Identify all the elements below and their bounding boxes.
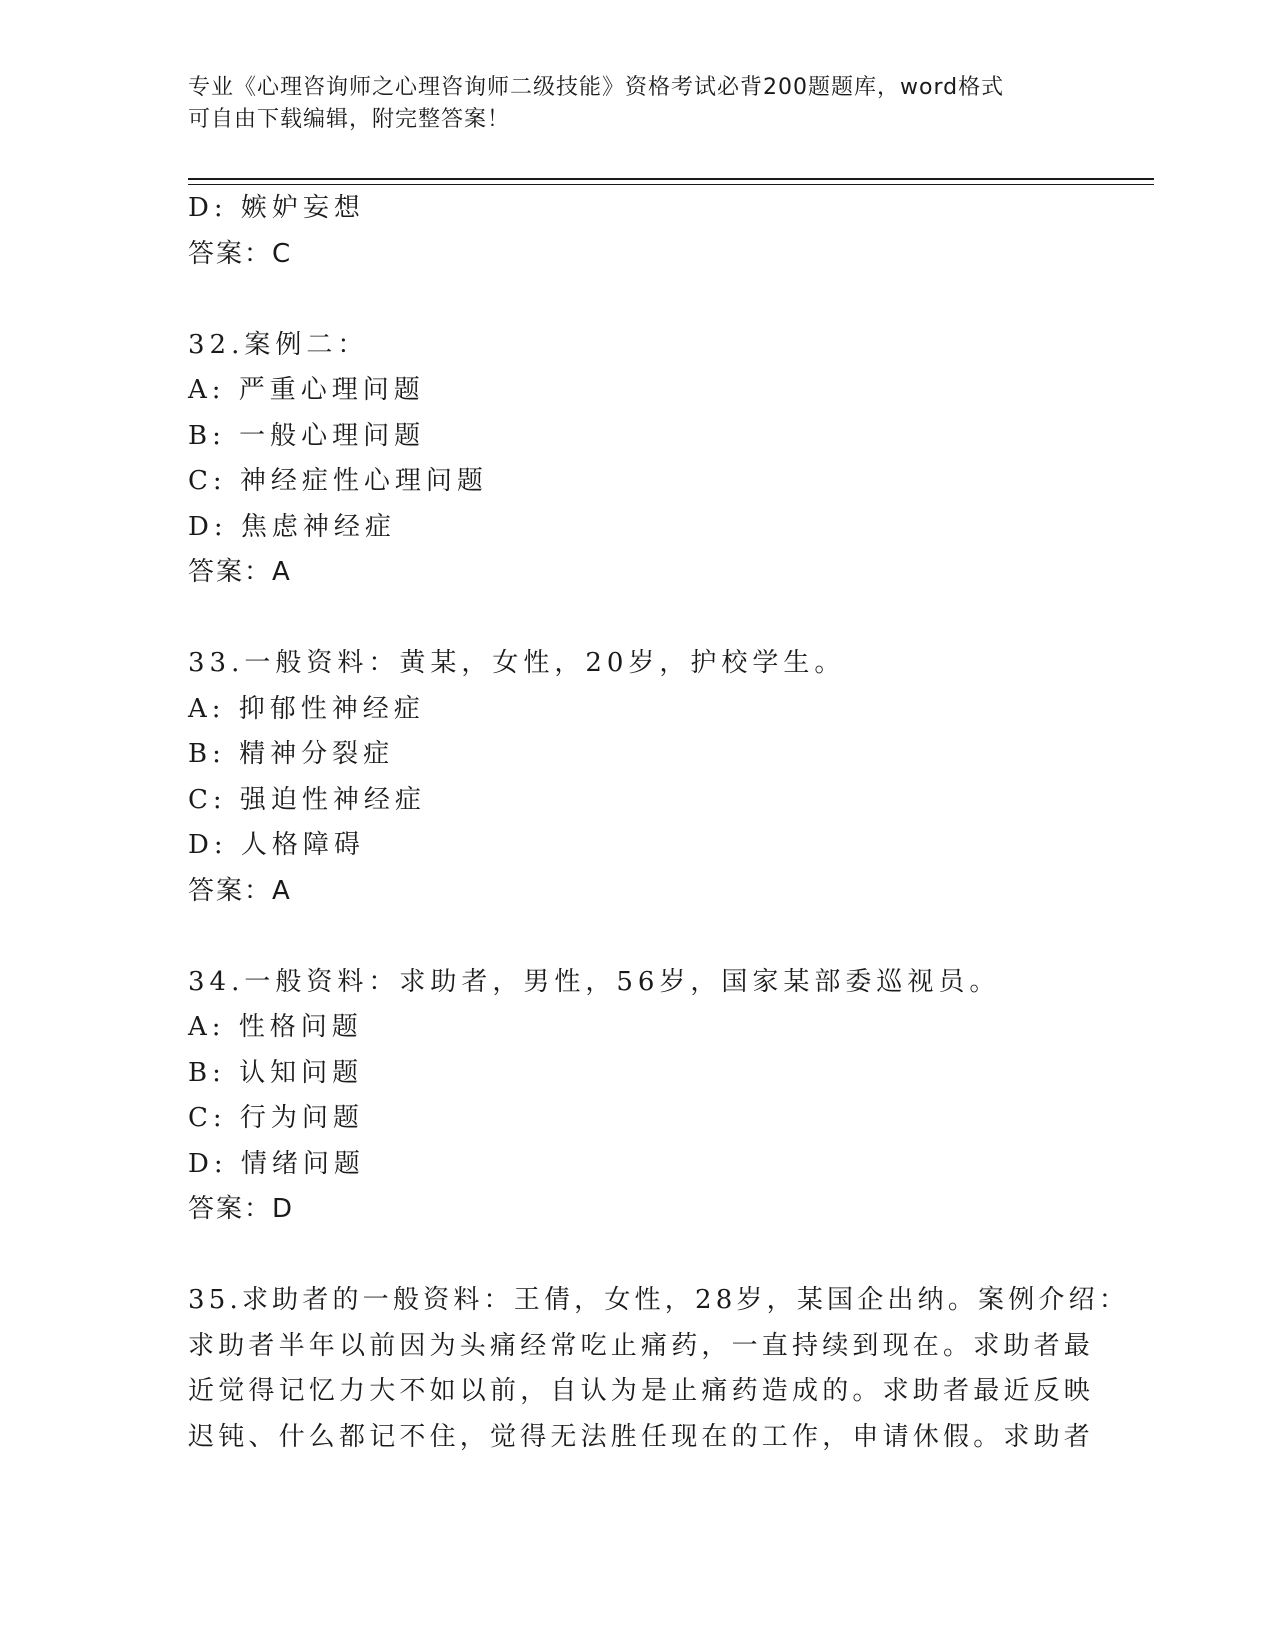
header-line-2: 可自由下载编辑，附完整答案！ — [188, 107, 511, 132]
question-35 — [188, 1278, 1130, 1460]
option-c: C: 行为问题 — [188, 1103, 364, 1133]
question-list — [188, 186, 1130, 1460]
question-stem-line-2: 求助者半年以前因为头痛经常吃止痛药，一直持续到现在。求助者最 — [188, 1330, 1095, 1361]
question-34 — [188, 960, 1068, 1233]
document-header — [188, 72, 1068, 136]
spacer — [188, 914, 1068, 960]
question-31 — [188, 186, 1068, 277]
option-b: B: 认知问题 — [188, 1057, 364, 1088]
question-stem-line-4: 迟钝、什么都记不住，觉得无法胜任现在的工作，申请休假。求助者 — [188, 1421, 1095, 1452]
option-c: C: 神经症性心理问题 — [188, 466, 488, 496]
question-stem: 33.一般资料：黄某，女性，20岁，护校学生。 — [188, 648, 846, 678]
option-c: C: 强迫性神经症 — [188, 784, 426, 815]
option-d: D: 嫉妒妄想 — [188, 193, 365, 223]
answer-line: 答案：D — [188, 1194, 295, 1224]
option-d: D: 人格障碍 — [188, 830, 365, 860]
answer-line: 答案：C — [188, 238, 293, 269]
question-32 — [188, 323, 1068, 596]
question-33 — [188, 641, 1068, 914]
option-b: B: 精神分裂症 — [188, 739, 395, 769]
option-d: D: 情绪问题 — [188, 1148, 365, 1179]
header-double-rule — [188, 178, 1154, 185]
answer-line: 答案：A — [188, 557, 292, 587]
spacer — [188, 596, 1068, 642]
option-d: D: 焦虑神经症 — [188, 511, 396, 542]
option-b: B: 一般心理问题 — [188, 420, 426, 451]
spacer — [188, 1233, 1068, 1279]
header-line-1: 专业《心理咨询师之心理咨询师二级技能》资格考试必背200题题库，word格式 — [188, 75, 1005, 100]
option-a: A: 性格问题 — [188, 1012, 363, 1042]
question-stem-line-1: 35.求助者的一般资料：王倩，女性，28岁，某国企出纳。案例介绍： — [188, 1285, 1130, 1315]
option-a: A: 严重心理问题 — [188, 375, 425, 405]
question-stem: 34.一般资料：求助者，男性，56岁，国家某部委巡视员。 — [188, 966, 1001, 997]
question-stem-line-3: 近觉得记忆力大不如以前，自认为是止痛药造成的。求助者最近反映 — [188, 1376, 1095, 1406]
answer-line: 答案：A — [188, 875, 292, 906]
question-stem: 32.案例二： — [188, 329, 369, 360]
spacer — [188, 277, 1068, 323]
option-a: A: 抑郁性神经症 — [188, 693, 425, 724]
